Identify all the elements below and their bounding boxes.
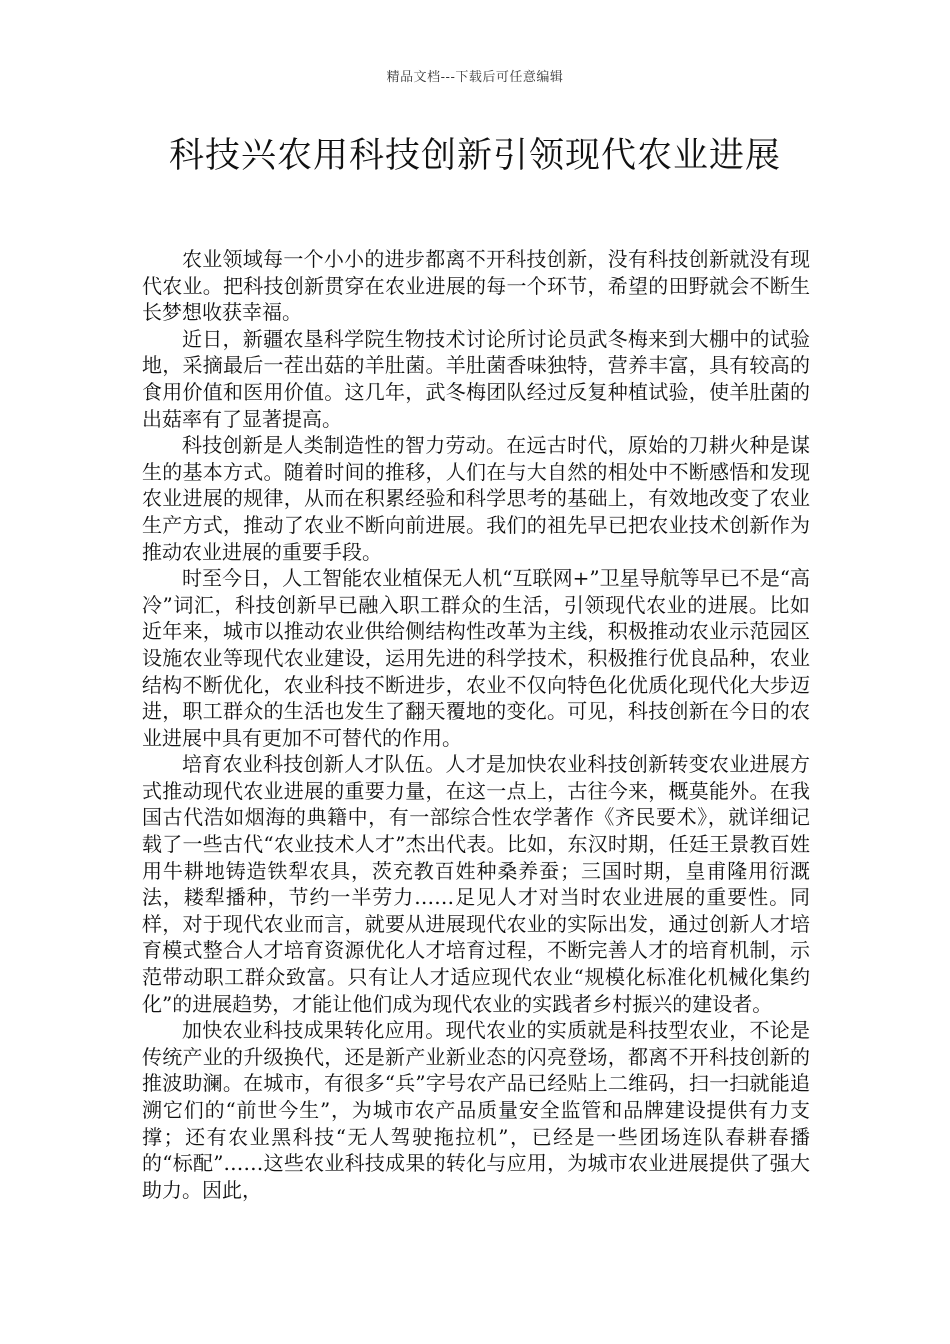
- document-body: [142, 246, 810, 1203]
- document-title: 科技兴农用科技创新引领现代农业进展: [168, 136, 781, 176]
- body-paragraph: 农业领域每一个小小的进步都离不开科技创新，没有科技创新就没有现代农业。把科技创新贯穿在农业进展的每一个环节，希望的田野就会不断生长梦想收获幸福。: [142, 247, 810, 325]
- body-paragraph: 时至今日，人工智能农业植保无人机“互联网+”卫星导航等早已不是“高冷”词汇，科技创新早已融入职工群众的生活，引领现代农业的进展。比如近年来，城市以推动农业供给侧结构性改革为主线，积极推动农业示范园区设施农业等现代农业建设，运用先进的科学技术，积极推行优良品种，农业结构不断优化，农业科技不断进步，农业不仅向特色化优质化现代化大步迈进，职工群众的生活也发生了翻天覆地的变化。可见，科技创新在今日的农业进展中具有更加不可替代的作用。: [142, 566, 810, 750]
- header-note: 精品文档---下载后可任意编辑: [386, 70, 564, 85]
- body-paragraph: 科技创新是人类制造性的智力劳动。在远古时代，原始的刀耕火种是谋生的基本方式。随着时间的推移，人们在与大自然的相处中不断感悟和发现农业进展的规律，从而在积累经验和科学思考的基础上，有效地改变了农业生产方式，推动了农业不断向前进展。我们的祖先早已把农业技术创新作为推动农业进展的重要手段。: [142, 433, 810, 564]
- body-paragraph: 培育农业科技创新人才队伍。人才是加快农业科技创新转变农业进展方式推动现代农业进展的重要力量，在这一点上，古往今来，概莫能外。在我国古代浩如烟海的典籍中，有一部综合性农学著作《齐民要术》，就详细记载了一些古代“农业技术人才”杰出代表。比如，东汉时期，任廷王景教百姓用牛耕地铸造铁犁农具，茨充教百姓种桑养蚕；三国时期，皇甫隆用衍溉法，耧犁播种，节约一半劳力……足见人才对当时农业进展的重要性。同样，对于现代农业而言，就要从进展现代农业的实际出发，通过创新人才培育模式整合人才培育资源优化人才培育过程，不断完善人才的培育机制，示范带动职工群众致富。只有让人才适应现代农业“规模化标准化机械化集约化”的进展趋势，才能让他们成为现代农业的实践者乡村振兴的建设者。: [142, 752, 810, 1016]
- body-paragraph: 加快农业科技成果转化应用。现代农业的实质就是科技型农业，不论是传统产业的升级换代，还是新产业新业态的闪亮登场，都离不开科技创新的推波助澜。在城市，有很多“兵”字号农产品已经贴上二维码，扫一扫就能追溯它们的“前世今生”，为城市农产品质量安全监管和品牌建设提供有力支撑；还有农业黑科技“无人驾驶拖拉机”，已经是一些团场连队春耕春播的“标配”……这些农业科技成果的转化与应用，为城市农业进展提供了强大助力。因此，: [142, 1018, 810, 1202]
- body-paragraph: 近日，新疆农垦科学院生物技术讨论所讨论员武冬梅来到大棚中的试验地，采摘最后一茬出菇的羊肚菌。羊肚菌香味独特，营养丰富，具有较高的食用价值和医用价值。这几年，武冬梅团队经过反复种植试验，使羊肚菌的出菇率有了显著提高。: [142, 326, 810, 431]
